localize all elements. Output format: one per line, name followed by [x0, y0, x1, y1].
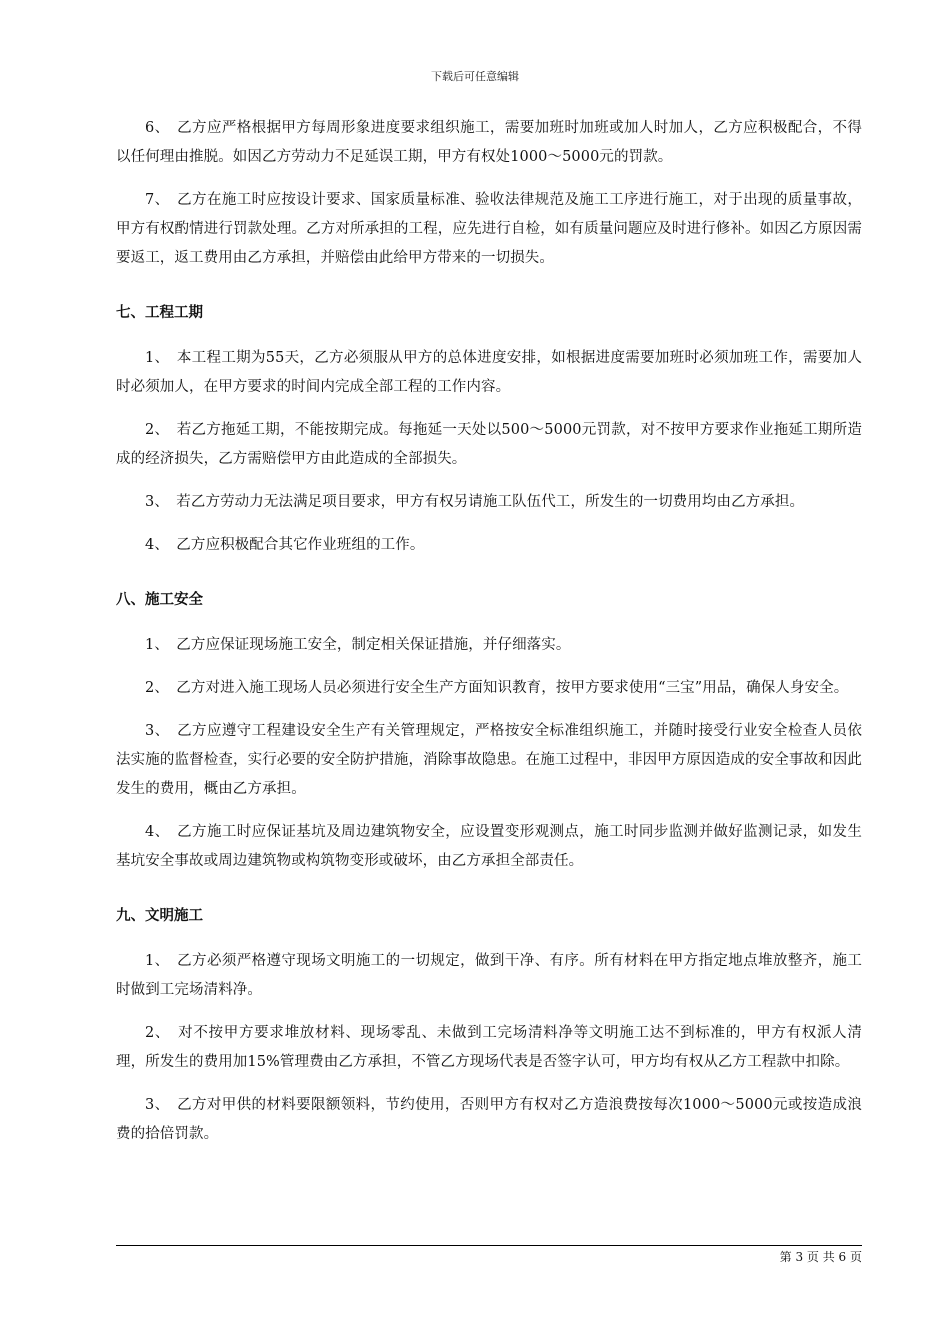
- paragraph: 1、 本工程工期为55天，乙方必须服从甲方的总体进度安排，如根据进度需要加班时必须加班工作，需要加人时必须加人，在甲方要求的时间内完成全部工程的工作内容。: [116, 350, 862, 395]
- paragraph: 3、 乙方对甲供的材料要限额领料，节约使用，否则甲方有权对乙方造浪费按每次1000～5000元或按造成浪费的拾倍罚款。: [116, 1097, 862, 1142]
- paragraph: 4、 乙方施工时应保证基坑及周边建筑物安全，应设置变形观测点，施工时同步监测并做好监测记录，如发生基坑安全事故或周边建筑物或构筑物变形或破坏，由乙方承担全部责任。: [116, 824, 862, 869]
- section-heading-civilized-construction: 九、文明施工: [116, 908, 203, 924]
- section-heading-safety: 八、施工安全: [116, 592, 203, 608]
- section-heading-schedule: 七、工程工期: [116, 305, 203, 321]
- footer-divider: [116, 1245, 862, 1246]
- paragraph: 3、 乙方应遵守工程建设安全生产有关管理规定，严格按安全标准组织施工，并随时接受行业安全检查人员依法实施的监督检查，实行必要的安全防护措施，消除事故隐患。在施工过程中，非因甲方原因造成的安全事故和因此发生的费用，概由乙方承担。: [116, 723, 862, 797]
- paragraph: 2、 若乙方拖延工期，不能按期完成。每拖延一天处以500～5000元罚款，对不按甲方要求作业拖延工期所造成的经济损失，乙方需赔偿甲方由此造成的全部损失。: [116, 422, 862, 467]
- paragraph: 2、 乙方对进入施工现场人员必须进行安全生产方面知识教育，按甲方要求使用“三宝”用品，确保人身安全。: [145, 680, 849, 696]
- paragraph: 7、 乙方在施工时应按设计要求、国家质量标准、验收法律规范及施工工序进行施工，对于出现的质量事故，甲方有权酌情进行罚款处理。乙方对所承担的工程，应先进行自检，如有质量问题应及时进行修补。如因乙方原因需要返工，返工费用由乙方承担，并赔偿由此给甲方带来的一切损失。: [116, 192, 862, 266]
- page-number: 第 3 页 共 6 页: [779, 1250, 862, 1264]
- paragraph: 6、 乙方应严格根据甲方每周形象进度要求组织施工，需要加班时加班或加人时加人，乙方应积极配合，不得以任何理由推脱。如因乙方劳动力不足延误工期，甲方有权处1000～5000元的罚款。: [116, 120, 862, 165]
- paragraph: 2、 对不按甲方要求堆放材料、现场零乱、未做到工完场清料净等文明施工达不到标准的，甲方有权派人清理，所发生的费用加15%管理费由乙方承担，不管乙方现场代表是否签字认可，甲方均有权从乙方工程款中扣除。: [116, 1025, 862, 1070]
- paragraph: 1、 乙方必须严格遵守现场文明施工的一切规定，做到干净、有序。所有材料在甲方指定地点堆放整齐，施工时做到工完场清料净。: [116, 953, 862, 998]
- paragraph: 1、 乙方应保证现场施工安全，制定相关保证措施，并仔细落实。: [145, 637, 571, 653]
- paragraph: 3、 若乙方劳动力无法满足项目要求，甲方有权另请施工队伍代工，所发生的一切费用均由乙方承担。: [145, 494, 805, 510]
- paragraph: 4、 乙方应积极配合其它作业班组的工作。: [145, 537, 425, 553]
- page-header-note: 下载后可任意编辑: [431, 70, 519, 83]
- document-body: [116, 110, 862, 1163]
